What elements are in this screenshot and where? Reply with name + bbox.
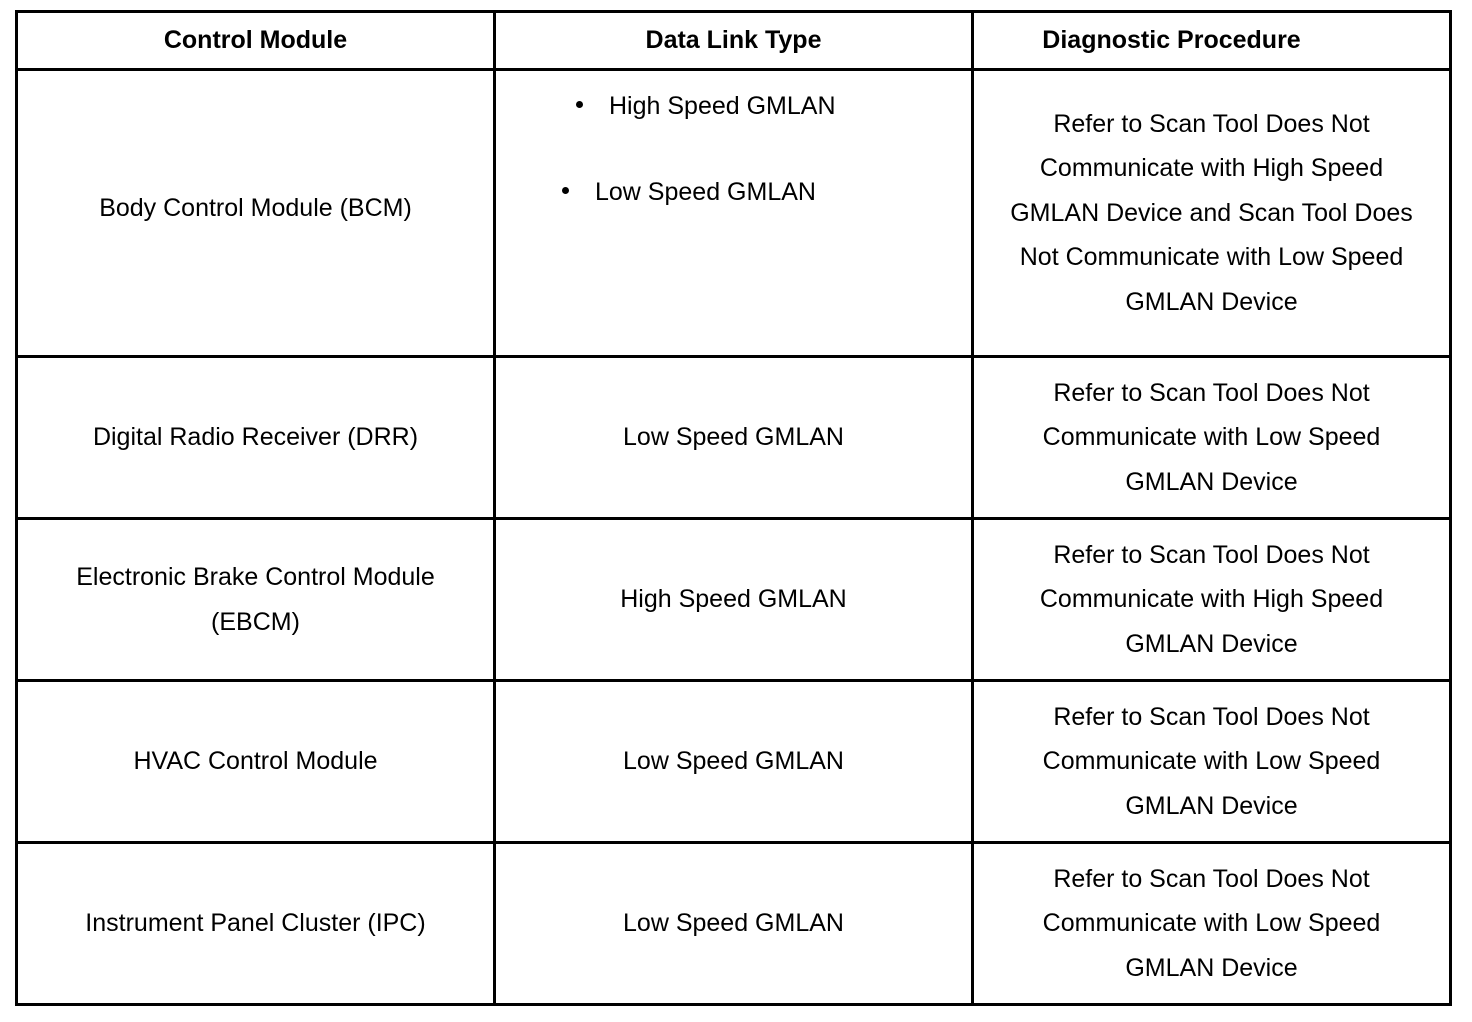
header-data-link-type: Data Link Type: [495, 12, 973, 70]
procedure-text: Refer to Scan Tool Does Not Communicate with High Speed GMLAN Device and Scan Tool Does Not Communicate with Low Speed GMLAN Device: [1010, 109, 1413, 316]
procedure-cell: [973, 70, 1451, 357]
procedure-cell: [973, 519, 1451, 681]
module-name: HVAC Control Module: [133, 747, 378, 776]
module-cell: [17, 681, 495, 843]
table-row: [17, 70, 1451, 357]
bullet-icon: [576, 101, 583, 108]
procedure-text: Refer to Scan Tool Does Not Communicate with High Speed GMLAN Device: [1039, 540, 1384, 658]
data-link-cell: [495, 681, 973, 843]
data-link-item: [562, 177, 816, 207]
header-diagnostic-procedure: [973, 12, 1451, 70]
table-row: [17, 519, 1451, 681]
header-diagnostic-procedure-label: Diagnostic Procedure: [1042, 26, 1301, 54]
module-cell: [17, 357, 495, 519]
data-link-list: [496, 71, 971, 355]
module-name: Instrument Panel Cluster (IPC): [85, 909, 426, 938]
procedure-text: Refer to Scan Tool Does Not Communicate with Low Speed GMLAN Device: [1042, 702, 1381, 820]
procedure-cell: [973, 681, 1451, 843]
data-link-text: Low Speed GMLAN: [623, 747, 844, 776]
bullet-icon: [562, 187, 569, 194]
table-row: [17, 681, 1451, 843]
data-link-text: Low Speed GMLAN: [595, 178, 816, 206]
procedure-cell: [973, 357, 1451, 519]
data-link-cell: [495, 519, 973, 681]
data-link-cell: [495, 357, 973, 519]
header-row: [17, 12, 1451, 70]
module-name: Electronic Brake Control Module (EBCM): [76, 563, 435, 636]
table-row: [17, 357, 1451, 519]
procedure-cell: [973, 843, 1451, 1005]
procedure-text: Refer to Scan Tool Does Not Communicate with Low Speed GMLAN Device: [1042, 864, 1381, 982]
diagnostic-table: [15, 10, 1452, 1006]
module-cell: [17, 519, 495, 681]
data-link-item: [576, 91, 836, 121]
procedure-text: Refer to Scan Tool Does Not Communicate with Low Speed GMLAN Device: [1042, 378, 1381, 496]
header-control-module: Control Module: [17, 12, 495, 70]
module-name: Digital Radio Receiver (DRR): [92, 423, 419, 452]
table-row: [17, 843, 1451, 1005]
data-link-text: Low Speed GMLAN: [623, 423, 844, 452]
module-cell: [17, 70, 495, 357]
module-name: Body Control Module (BCM): [99, 193, 412, 222]
module-cell: [17, 843, 495, 1005]
data-link-text: High Speed GMLAN: [620, 585, 847, 614]
data-link-text: Low Speed GMLAN: [623, 909, 844, 938]
data-link-cell: [495, 70, 973, 357]
data-link-cell: [495, 843, 973, 1005]
data-link-text: High Speed GMLAN: [609, 92, 836, 120]
